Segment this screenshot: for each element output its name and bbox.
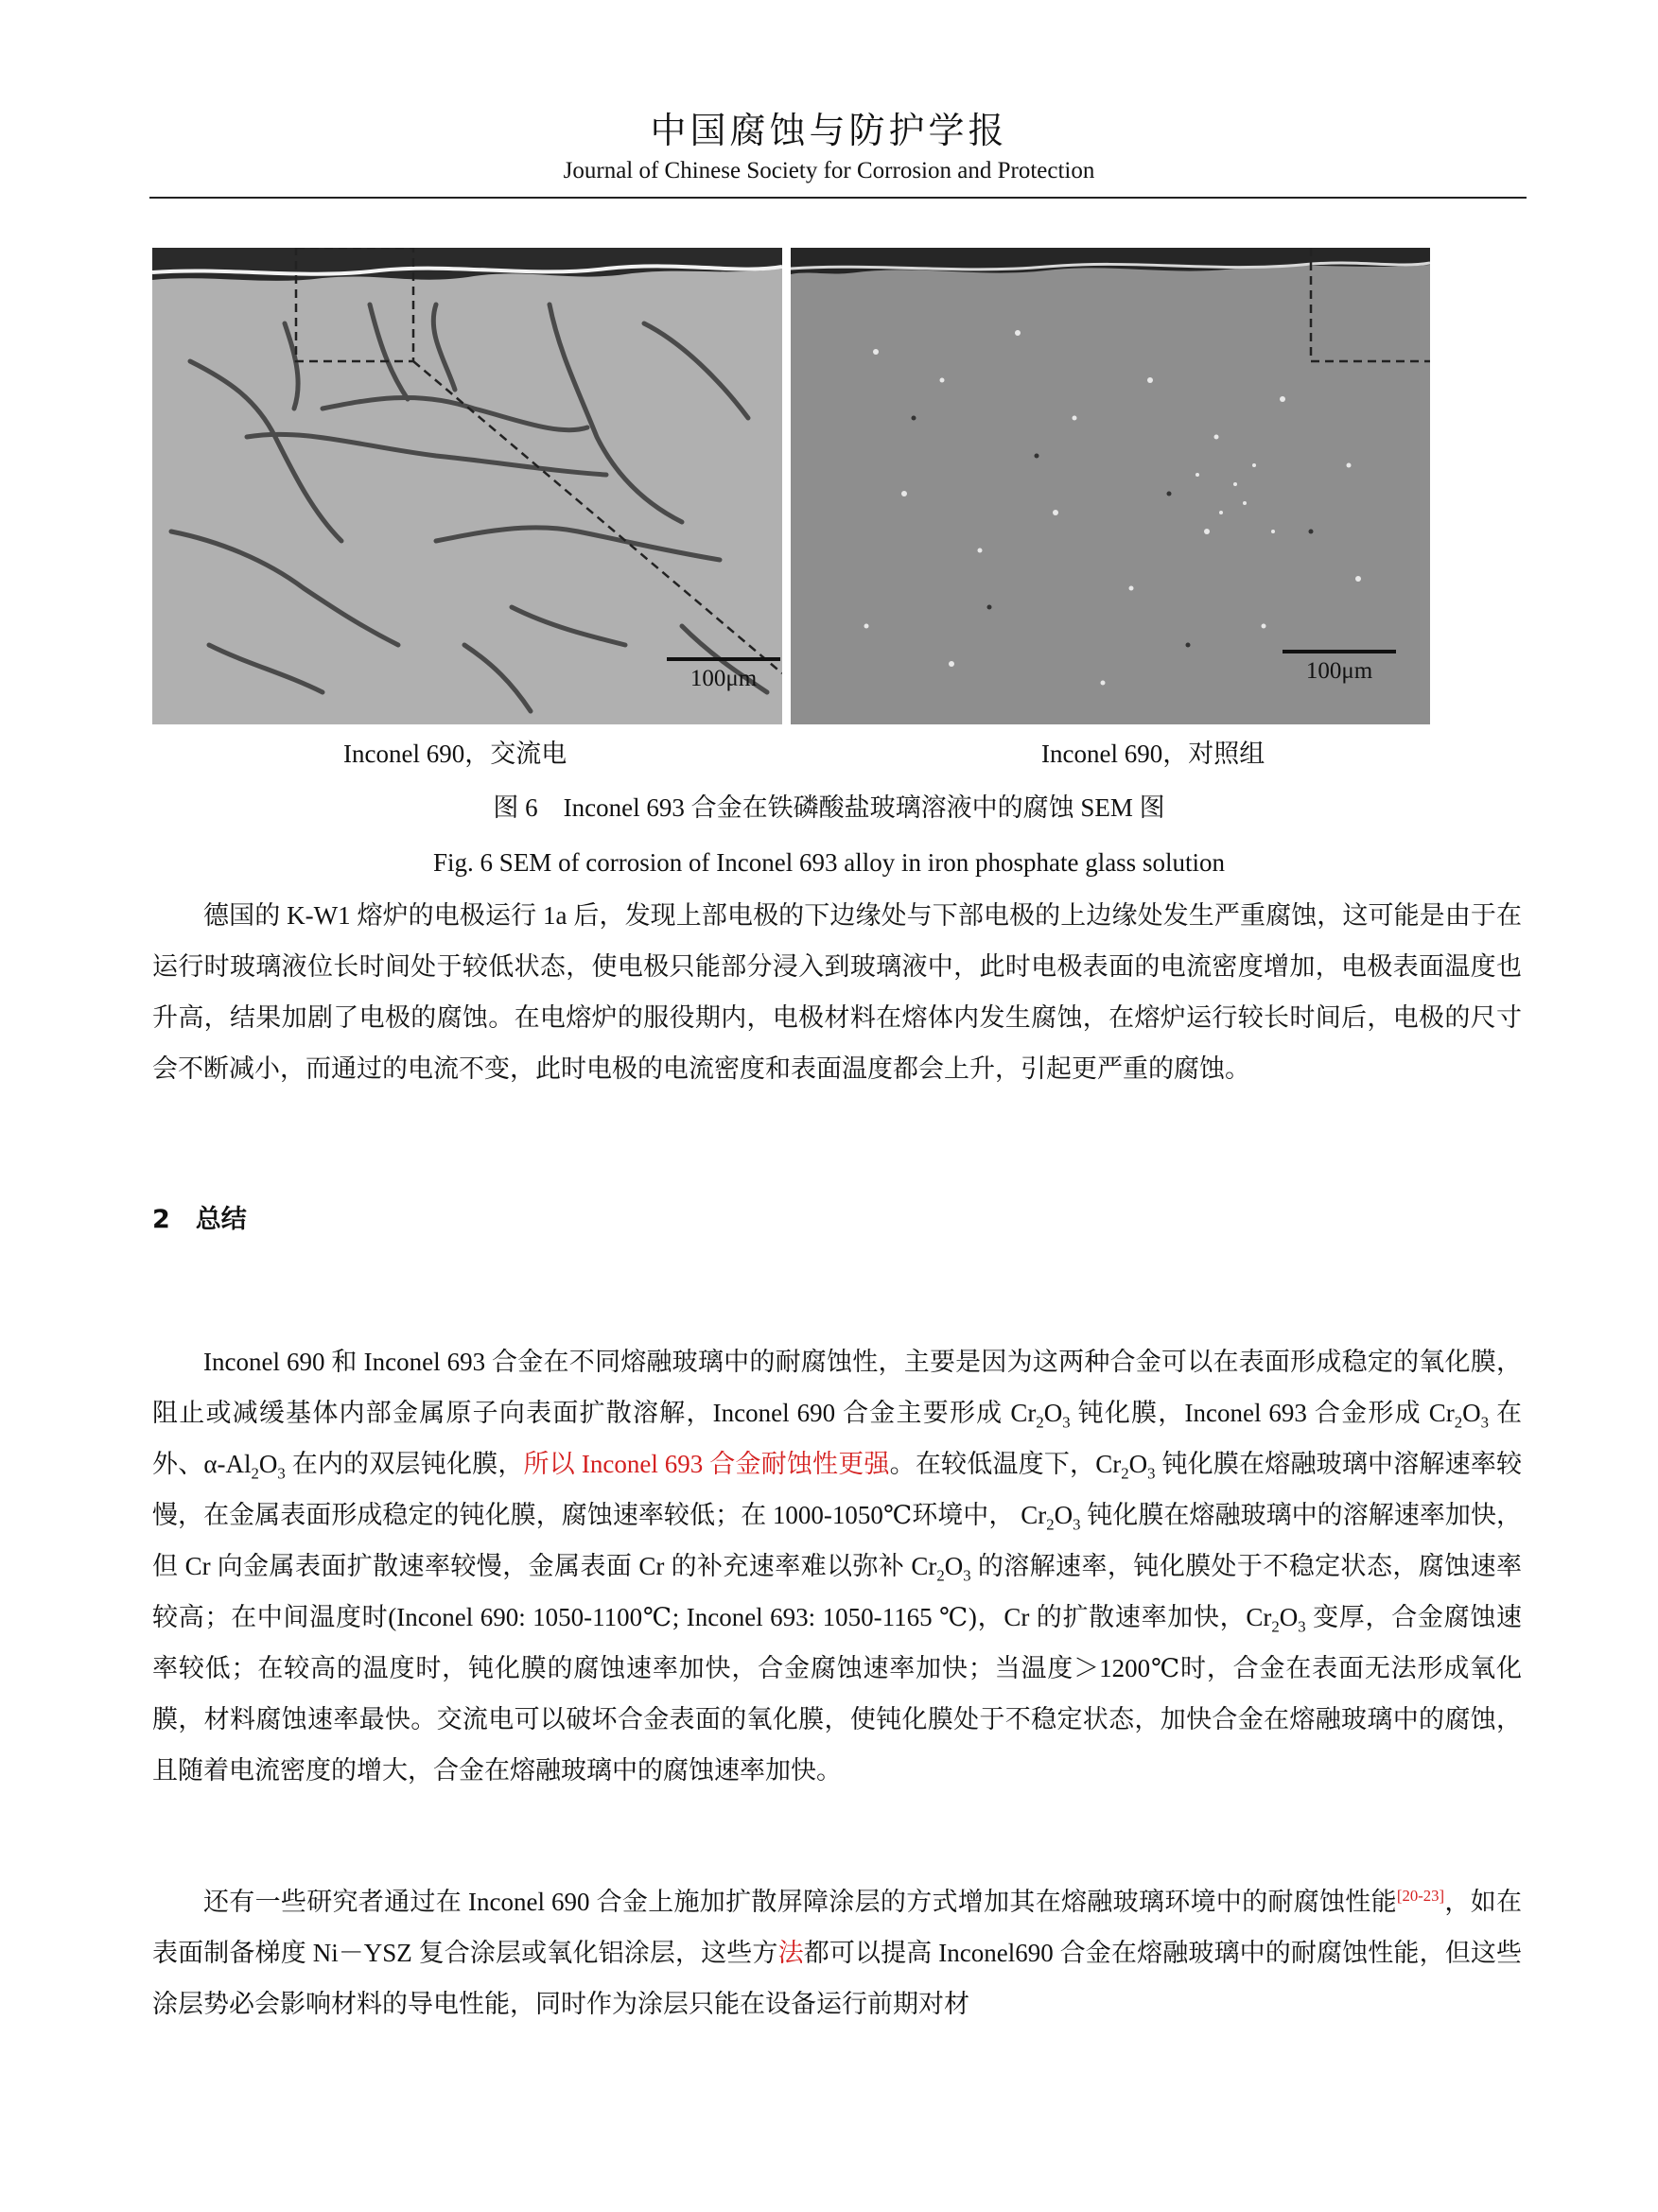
paragraph-text: 德国的 K-W1 熔炉的电极运行 1a 后，发现上部电极的下边缘处与下部电极的上边缘处发生严重腐蚀，这可能是由于在运行时玻璃液位长时间处于较低状态，使电极只能部分浸入到玻璃液中，此时电极表面的电流密度增加，电极表面温度也升高，结果加剧了电极的腐蚀。在电熔炉的服役期内，电极材料在熔体内发生腐蚀，在熔炉运行较长时间后，电极的尺寸会不断减小，而通过的电流不变，此时电极的电流密度和表面温度都会上升，引起更严重的腐蚀。	[152, 901, 1522, 1083]
figure-caption-cn: 图 6 Inconel 693 合金在铁磷酸盐玻璃溶液中的腐蚀 SEM 图	[493, 793, 1165, 822]
paragraph-coatings	[152, 1876, 1522, 2029]
highlighted-conclusion: 所以 Inconel 693 合金耐蚀性更强	[523, 1450, 890, 1478]
subcaption-control: Inconel 690，对照组	[1041, 740, 1265, 768]
text-run: 在外、α-Al	[152, 1399, 1523, 1478]
journal-title-cn: 中国腐蚀与防护学报	[650, 110, 1008, 151]
text-run: 钝化膜在熔融玻璃中的溶解速率加快，但 Cr 向金属表面扩散速率较慢，金属表面 Cr 的补充速率难以弥补 Cr	[152, 1501, 1522, 1580]
header-divider	[149, 197, 1527, 199]
subscript: 2	[1036, 1413, 1044, 1432]
subcaption-ac: Inconel 690，交流电	[343, 740, 567, 768]
subscript: 2	[1121, 1464, 1129, 1483]
highlighted-char: 法	[777, 1939, 804, 1967]
text-run: O	[1128, 1450, 1148, 1478]
text-run: ，如在表面制备梯度 Ni－YSZ 复合涂层或氧化铝涂层，这些方	[152, 1888, 1522, 1967]
subscript: 2	[1046, 1515, 1055, 1534]
text-run: O	[1043, 1399, 1063, 1427]
section-heading: 2 总结	[152, 1205, 247, 1234]
citation-link[interactable]: [20-23]	[1396, 1887, 1445, 1905]
subscript: 2	[1271, 1617, 1280, 1636]
text-run: 的溶解速率，钝化膜处于不稳定状态，腐蚀速率较高；在中间温度时(Inconel 690: 1050-1100℃; Inconel 693: 1050-1165 ℃)，Cr 的扩散速率加快，Cr	[152, 1552, 1523, 1631]
journal-header	[0, 106, 1658, 185]
subscript: 3	[1147, 1464, 1156, 1483]
text-run: O	[1279, 1603, 1299, 1631]
text-run: 在内的双层钝化膜，	[285, 1450, 524, 1478]
subscript: 3	[963, 1566, 971, 1585]
scale-bar-right	[1283, 650, 1396, 653]
scale-label-right: 100μm	[1305, 658, 1373, 684]
text-run: O	[1462, 1399, 1481, 1427]
text-run: O	[1054, 1501, 1073, 1529]
text-run: 都可以提高 Inconel690 合金在熔融玻璃中的耐腐蚀性能，但这些涂层势必会影响材料的导电性能，同时作为涂层只能在设备运行前期对材	[152, 1939, 1522, 2018]
subscript: 2	[251, 1464, 259, 1483]
text-run: 还有一些研究者通过在 Inconel 690 合金上施加扩散屏障涂层的方式增加其在熔融玻璃环境中的耐腐蚀性能	[203, 1888, 1397, 1916]
paragraph-summary	[152, 1336, 1522, 1796]
text-run: 钝化膜在熔融玻璃中溶解速率较慢，在金属表面形成稳定的钝化膜，腐蚀速率较低；在 1000-1050℃环境中， Cr	[152, 1450, 1523, 1529]
figure-caption-en: Fig. 6 SEM of corrosion of Inconel 693 alloy in iron phosphate glass solution	[433, 848, 1225, 877]
text-run: O	[944, 1552, 964, 1580]
subscript: 2	[936, 1566, 945, 1585]
scale-label-left: 100μm	[689, 666, 758, 691]
text-run: 钝化膜，Inconel 693 合金形成 Cr	[1070, 1399, 1455, 1427]
subscript: 3	[277, 1464, 286, 1483]
sem-image-ac	[152, 248, 782, 724]
subscript: 3	[1062, 1413, 1071, 1432]
subscript: 3	[1073, 1515, 1081, 1534]
text-run: O	[258, 1450, 278, 1478]
subscript: 3	[1298, 1617, 1306, 1636]
text-run: 变厚，合金腐蚀速率较低；在较高的温度时，钝化膜的腐蚀速率加快，合金腐蚀速率加快；当温度＞1200℃时，合金在表面无法形成氧化膜，材料腐蚀速率最快。交流电可以破坏合金表面的氧化膜，使钝化膜处于不稳定状态，加快合金在熔融玻璃中的腐蚀，且随着电流密度的增大，合金在熔融玻璃中的腐蚀速率加快。	[152, 1603, 1523, 1785]
scale-bar-left	[667, 657, 780, 661]
subscript: 3	[1480, 1413, 1490, 1432]
text-run: Inconel 690 和 Inconel 693 合金在不同熔融玻璃中的耐腐蚀性，主要是因为这两种合金可以在表面形成稳定的氧化膜，阻止或减缓基体内部金属原子向表面扩散溶解，Inconel 690 合金主要形成 Cr	[152, 1348, 1522, 1427]
text-run: 。在较低温度下，Cr	[889, 1450, 1122, 1478]
journal-title-en: Journal of Chinese Society for Corrosion and Protection	[563, 158, 1095, 183]
paragraph-electrode-corrosion	[152, 890, 1522, 1094]
subscript: 2	[1454, 1413, 1463, 1432]
